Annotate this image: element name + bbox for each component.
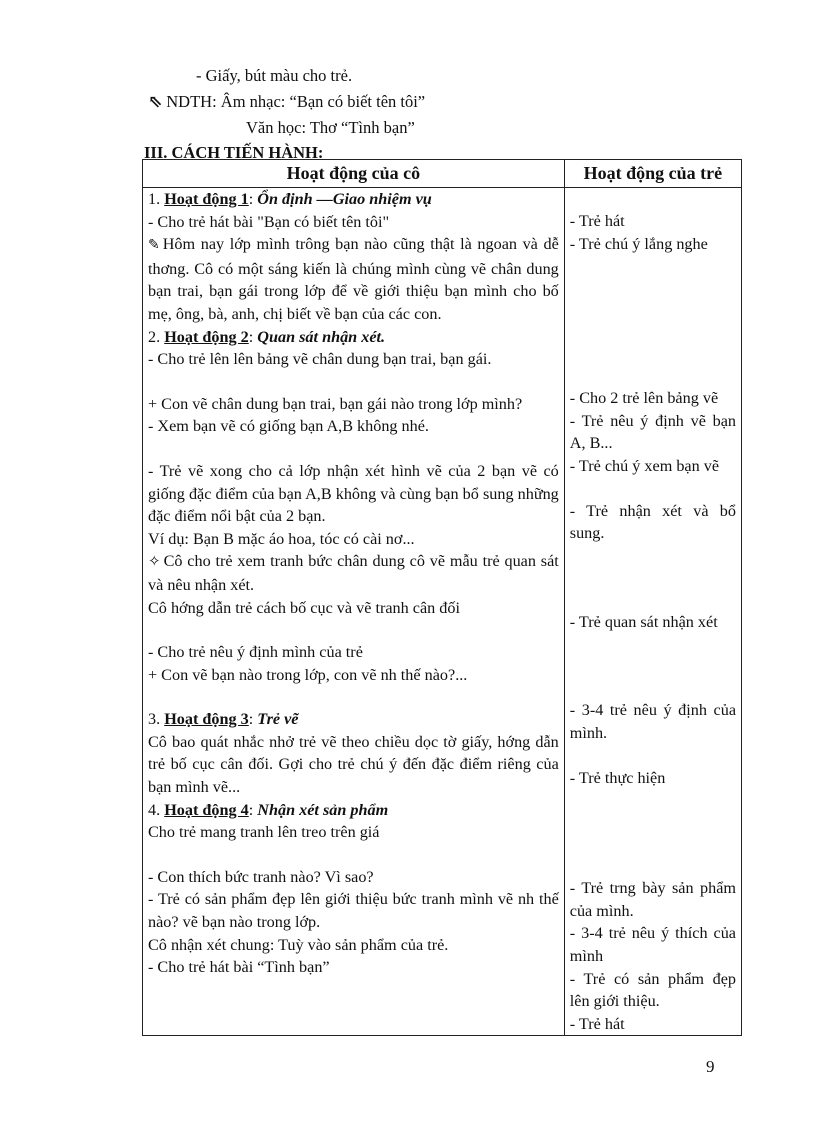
star-icon: ✧ xyxy=(148,554,161,571)
page-number: 9 xyxy=(706,1057,715,1076)
act2-line-2: + Con vẽ chân dung bạn trai, bạn gái nào trong lớp mình? xyxy=(148,394,523,413)
activity-4-name: Nhận xét sản phẩm xyxy=(257,800,389,819)
child-act1-1: - Trẻ hát xyxy=(569,212,625,230)
act2-line-4: - Trẻ vẽ xong cho cả lớp nhận xét hình vẽ của 2 bạn vẽ có giống đặc điểm của bạn A,B không và cùng bạn bổ sung những đặc điểm nổi bật của 2 bạn. xyxy=(148,461,559,526)
child-act2-3: - Trẻ chú ý xem bạn vẽ xyxy=(569,456,720,475)
act4-line-2: - Con thích bức tranh nào? Vì sao? xyxy=(148,867,374,886)
activity-1-name: Ổn định —Giao nhiệm vụ xyxy=(257,190,432,208)
child-act2-2: - Trẻ nêu ý định vẽ bạn A, B... xyxy=(569,411,736,453)
activity-1-heading: 1. Hoạt động 1: Ổn định —Giao nhiệm vụ xyxy=(148,190,432,208)
child-act2-4: - Trẻ nhận xét và bổ sung. xyxy=(569,501,736,543)
act4-line-4: Cô nhận xét chung: Tuỳ vào sản phẩm của trẻ. xyxy=(148,935,449,954)
child-act4-1: - Trẻ trng bày sản phẩm của mình. xyxy=(569,879,736,920)
act2-line-7: Cô hớng dẫn trẻ cách bố cục và vẽ tranh cân đối xyxy=(148,598,460,617)
act4-line-3: - Trẻ có sản phẩm đẹp lên giới thiệu bức tranh mình vẽ nh thế nào? vẽ bạn nào trong lớp. xyxy=(148,890,559,932)
ndth-line xyxy=(148,92,425,112)
header-teacher: Hoạt động của cô xyxy=(143,160,565,188)
header-child: Hoạt động của trẻ xyxy=(564,160,741,188)
arrow-pointer-icon: ⇖ xyxy=(148,92,163,111)
pencil-icon: ✎ xyxy=(148,238,160,254)
act4-line-1: Cho trẻ mang tranh lên treo trên giá xyxy=(148,823,380,842)
activity-4-heading: 4. Hoạt động 4: Nhận xét sản phẩm xyxy=(148,800,389,819)
activity-3-title: Hoạt động 3 xyxy=(164,710,249,729)
literature-line: Văn học: Thơ “Tình bạn” xyxy=(246,118,415,137)
activity-3-heading: 3. Hoạt động 3: Trẻ vẽ xyxy=(148,710,299,729)
child-act4-2: - 3-4 trẻ nêu ý thích của mình xyxy=(569,924,736,965)
activity-2-heading: 2. Hoạt động 2: Quan sát nhận xét. xyxy=(148,327,386,346)
child-act2-9: - 3-4 trẻ nêu ý định của mình. xyxy=(569,701,736,742)
act2-line-6: ✧ Cô cho trẻ xem tranh bức chân dung cô vẽ mẫu trẻ quan sát và nêu nhận xét. xyxy=(148,552,559,594)
act2-line-1: - Cho trẻ lên lên bảng vẽ chân dung bạn trai, bạn gái. xyxy=(148,350,492,369)
activity-3-name: Trẻ vẽ xyxy=(257,710,299,729)
child-act3-1: - Trẻ thực hiện xyxy=(569,768,666,787)
act2-line-9: + Con vẽ bạn nào trong lớp, con vẽ nh thế nào?... xyxy=(148,665,468,684)
act3-line-1: Cô bao quát nhắc nhở trẻ vẽ theo chiều dọc tờ giấy, hớng dẫn trẻ bố cục cân đối. Gợi cho trẻ chú ý đến đặc điểm riêng của bạn mình vẽ... xyxy=(148,732,559,797)
lesson-plan-table xyxy=(142,159,742,1036)
activity-2-name: Quan sát nhận xét. xyxy=(257,327,386,346)
activity-1-title: Hoạt động 1 xyxy=(164,190,249,208)
child-act4-3: - Trẻ có sản phẩm đẹp lên giới thiệu. xyxy=(569,969,736,1011)
act1-line-1: - Cho trẻ hát bài "Bạn có biết tên tôi" xyxy=(148,212,390,231)
act2-line-3: - Xem bạn vẽ có giống bạn A,B không nhé. xyxy=(148,417,429,436)
table-row xyxy=(143,188,742,1036)
child-activities xyxy=(564,188,741,1036)
ndth-text: NDTH: Âm nhạc: “Bạn có biết tên tôi” xyxy=(166,92,426,111)
child-act1-2: - Trẻ chú ý lắng nghe xyxy=(569,234,708,253)
child-act4-5: - Trẻ hát xyxy=(569,1014,625,1033)
activity-4-title: Hoạt động 4 xyxy=(164,800,249,819)
act2-line-5: Ví dụ: Bạn B mặc áo hoa, tóc có cài nơ... xyxy=(148,529,415,548)
materials-line: - Giấy, bút màu cho trẻ. xyxy=(196,66,353,85)
activity-2-title: Hoạt động 2 xyxy=(164,327,249,346)
teacher-activities xyxy=(143,188,565,1036)
act4-line-5: - Cho trẻ hát bài “Tình bạn” xyxy=(148,958,330,977)
child-act2-1: - Cho 2 trẻ lên bảng vẽ xyxy=(569,389,719,408)
child-act2-6: - Trẻ quan sát nhận xét xyxy=(569,612,718,631)
act1-line-2: ✎ Hôm nay lớp mình trông bạn nào cũng thật là ngoan và dễ thơng. Cô có một sáng kiến là chúng mình cùng vẽ chân dung bạn trai, bạn gái trong lớp để về giới thiệu bạn mình cho bố mẹ, ông, bà, anh, chị biết về bạn của các con. xyxy=(148,235,559,323)
section-heading: III. CÁCH TIẾN HÀNH: xyxy=(144,143,324,162)
table-header-row xyxy=(143,160,742,188)
act2-line-8: - Cho trẻ nêu ý định mình của trẻ xyxy=(148,643,363,662)
